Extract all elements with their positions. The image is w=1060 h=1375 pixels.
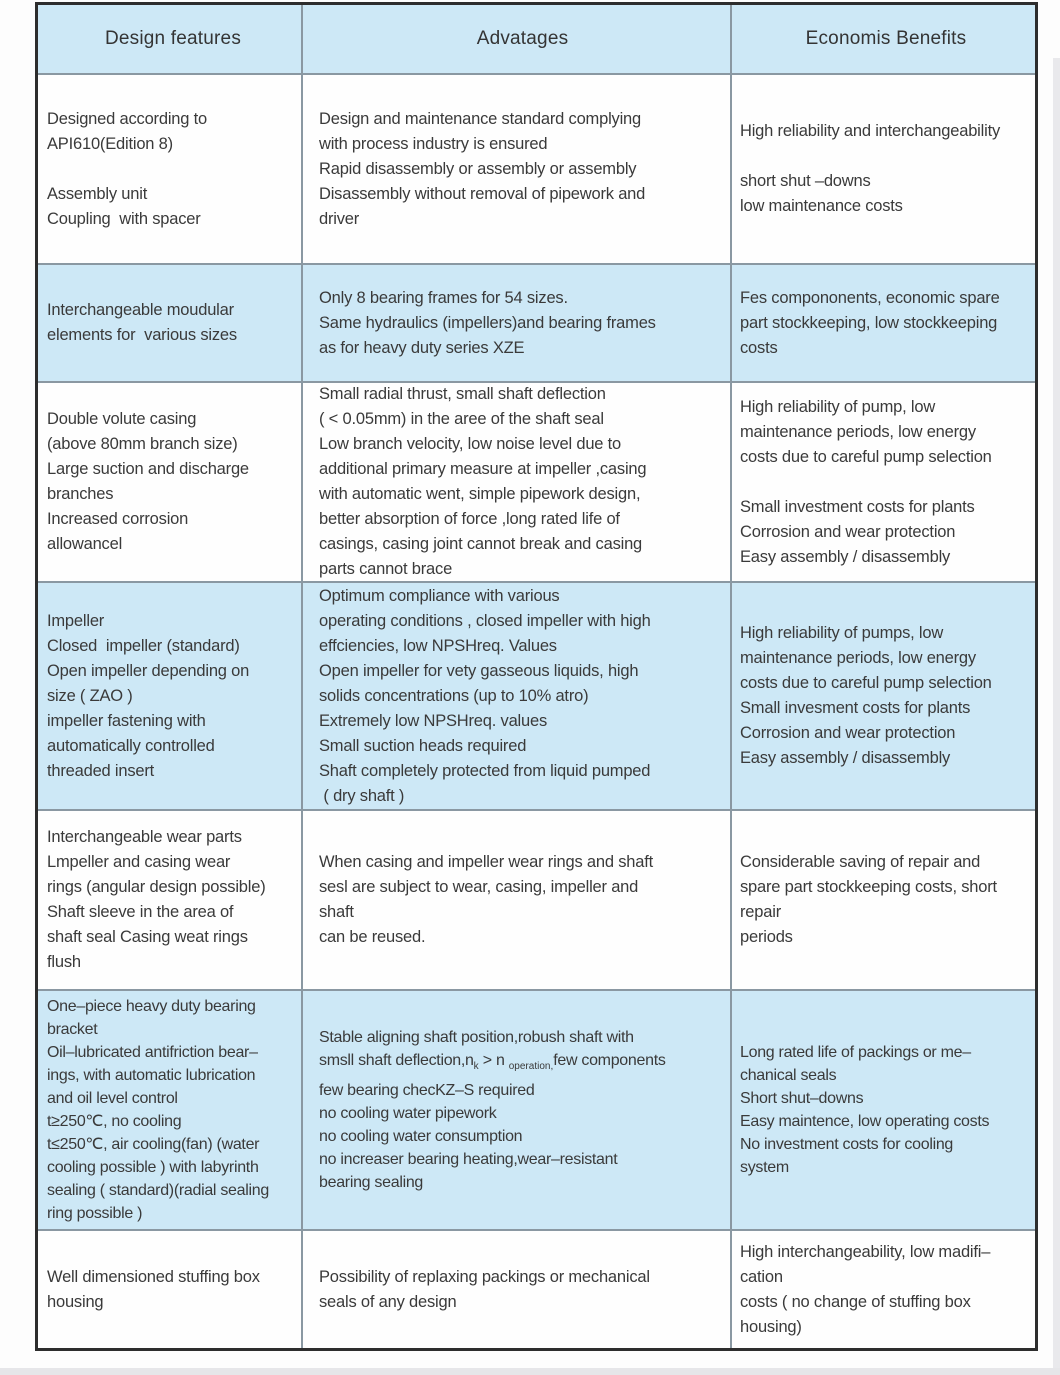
table-cell (730, 811, 1035, 989)
text-line: Corrosion and wear protection (740, 724, 956, 742)
table-cell (301, 991, 730, 1229)
column-header: Economis Benefits (730, 5, 1035, 73)
text-line: Optimum compliance with various (319, 586, 560, 605)
text-line: shaft (319, 903, 354, 921)
text-line: bracket (47, 1021, 98, 1038)
text-line: costs (740, 338, 778, 357)
text-line: Small investment costs for plants (740, 497, 975, 516)
text-line: High interchangeability, low madifi– (740, 1242, 991, 1261)
text-line: Considerable saving of repair and (740, 853, 981, 871)
text-line: cooling possible ) with labyrinth (47, 1159, 259, 1176)
text-line: chanical seals (740, 1067, 837, 1084)
text-line: part stockkeeping, low stockkeeping (740, 313, 998, 332)
table-cell (730, 583, 1035, 809)
table-cell (730, 991, 1035, 1229)
text-line: cation (740, 1267, 783, 1286)
text-line: bearing sealing (319, 1173, 424, 1191)
text-line: Possibility of replaxing packings or mechanical (319, 1267, 650, 1286)
text-line: High reliability of pumps, low (740, 624, 944, 642)
text-line: driver (319, 209, 360, 228)
table-cell (301, 383, 730, 581)
text-line: High reliability and interchangeability (740, 122, 1001, 140)
text-line (740, 144, 1032, 169)
text-line: shaft seal Casing weat rings (47, 928, 248, 946)
text-line: Disassembly without removal of pipework and (319, 184, 646, 203)
text-line: housing) (740, 1317, 802, 1336)
text-line: One–piece heavy duty bearing (47, 998, 256, 1015)
text-line: elements for various sizes (47, 326, 237, 344)
text-line: Only 8 bearing frames for 54 sizes. (319, 288, 568, 307)
text-line: branches (47, 485, 114, 503)
text-line: (above 80mm branch size) (47, 435, 238, 453)
table-cell (38, 383, 301, 581)
text-line: Long rated life of packings or me– (740, 1044, 971, 1061)
text-line: impeller fastening with (47, 711, 206, 730)
text-line: No investment costs for cooling (740, 1136, 954, 1153)
text-segment: smsll shaft deflection,n (319, 1052, 474, 1070)
table-row (38, 581, 1035, 809)
table-cell (730, 1231, 1035, 1348)
text-line: API610(Edition 8) (47, 134, 173, 153)
text-line: rings (angular design possible) (47, 878, 266, 896)
table-cell (38, 265, 301, 381)
text-line: Assembly unit (47, 184, 148, 203)
text-line: sesl are subject to wear, casing, impeller and (319, 878, 639, 896)
text-line: short shut –downs (740, 172, 871, 190)
table-row (38, 381, 1035, 581)
text-line: Open impeller depending on (47, 661, 250, 680)
text-line: with process industry is ensured (319, 134, 548, 153)
table-cell (38, 811, 301, 989)
text-line: effciencies, low NPSHreq. Values (319, 636, 557, 655)
text-line: Well dimensioned stuffing box (47, 1267, 260, 1286)
header-row (38, 5, 1035, 73)
table-row (38, 989, 1035, 1229)
text-line (47, 157, 299, 182)
text-line: and oil level control (47, 1090, 178, 1107)
text-line: Designed according to (47, 109, 207, 128)
page-edge-shadow-right (1053, 58, 1060, 1375)
text-line: seals of any design (319, 1292, 457, 1311)
text-line: can be reused. (319, 928, 426, 946)
text-line: Easy maintence, low operating costs (740, 1113, 990, 1130)
table-cell (38, 75, 301, 263)
text-line: costs due to careful pump selection (740, 674, 992, 692)
table-cell (38, 583, 301, 809)
text-line: Lmpeller and casing wear (47, 853, 231, 871)
text-line: Oil–lubricated antifriction bear– (47, 1044, 258, 1061)
text-line: Small radial thrust, small shaft deflection (319, 385, 606, 403)
text-line: size ( ZAO ) (47, 686, 133, 705)
table-cell (38, 991, 301, 1229)
table-cell (301, 75, 730, 263)
text-line: as for heavy duty series XZE (319, 338, 525, 357)
text-line: Impeller (47, 611, 105, 630)
text-line: ( dry shaft ) (319, 786, 405, 805)
text-line: Extremely low NPSHreq. values (319, 711, 548, 730)
text-line: casings, casing joint cannot break and casing (319, 535, 643, 553)
text-line: better absorption of force ,long rated life of (319, 510, 620, 528)
text-line: maintenance periods, low energy (740, 422, 976, 441)
text-line: Interchangeable moudular (47, 301, 234, 319)
text-line: costs ( no change of stuffing box (740, 1292, 971, 1311)
text-line: no increaser bearing heating,wear–resistant (319, 1150, 618, 1168)
text-line: Closed impeller (standard) (47, 636, 240, 655)
table-cell (301, 583, 730, 809)
text-line: Corrosion and wear protection (740, 522, 956, 541)
text-line: automatically controlled (47, 736, 215, 755)
table-row (38, 263, 1035, 381)
table-row (38, 809, 1035, 989)
text-line: High reliability of pump, low (740, 397, 936, 416)
table-cell (730, 383, 1035, 581)
table-cell (301, 1231, 730, 1348)
text-line: repair (740, 903, 781, 921)
page-edge-shadow-bottom (0, 1368, 1060, 1375)
text-line: maintenance periods, low energy (740, 649, 976, 667)
table-cell (730, 265, 1035, 381)
text-line: operating conditions , closed impeller with high (319, 611, 651, 630)
table-cell (38, 1231, 301, 1348)
text-line: Stable aligning shaft position,robush shaft with (319, 1029, 634, 1047)
text-line: housing (47, 1292, 104, 1311)
text-line: Double volute casing (47, 410, 197, 428)
table-cell (730, 75, 1035, 263)
text-line: Open impeller for vety gasseous liquids, high (319, 661, 639, 680)
text-line: Shaft sleeve in the area of (47, 903, 234, 921)
text-line: Small invesment costs for plants (740, 699, 971, 717)
text-line: Design and maintenance standard complying (319, 109, 642, 128)
text-line: costs due to careful pump selection (740, 447, 992, 466)
text-line: flush (47, 953, 81, 971)
subscript-text: k (473, 1061, 479, 1073)
text-line: t≤250℃, air cooling(fan) (water (47, 1136, 260, 1153)
text-line: no cooling water consumption (319, 1127, 523, 1145)
text-line: When casing and impeller wear rings and shaft (319, 853, 654, 871)
text-line: system (740, 1159, 789, 1176)
text-line: ring possible ) (47, 1205, 143, 1222)
text-line: t≥250℃, no cooling (47, 1113, 182, 1130)
text-line: spare part stockkeeping costs, short (740, 878, 997, 896)
text-line: Same hydraulics (impellers)and bearing frames (319, 313, 656, 332)
column-header: Advatages (301, 5, 730, 73)
table-row (38, 73, 1035, 263)
text-line: Small suction heads required (319, 736, 527, 755)
text-line: ings, with automatic lubrication (47, 1067, 256, 1084)
text-line: Low branch velocity, low noise level due to (319, 435, 622, 453)
text-line: parts cannot brace (319, 560, 453, 578)
text-segment: few components (553, 1052, 666, 1070)
subscript-text: operation, (508, 1061, 554, 1073)
text-line (740, 470, 1032, 495)
text-line: allowancel (47, 535, 123, 553)
text-line: low maintenance costs (740, 197, 903, 215)
text-line: sealing ( standard)(radial sealing (47, 1182, 269, 1199)
text-line: Fes compononents, economic spare (740, 288, 1000, 307)
text-line: Easy assembly / disassembly (740, 749, 951, 767)
table-row (38, 1229, 1035, 1348)
text-line: solids concentrations (up to 10% atro) (319, 686, 589, 705)
text-line: Easy assembly / disassembly (740, 547, 951, 566)
text-line: periods (740, 928, 793, 946)
text-line: threaded insert (47, 761, 155, 780)
text-line: Interchangeable wear parts (47, 828, 242, 846)
text-line: no cooling water pipework (319, 1104, 497, 1122)
text-line: additional primary measure at impeller ,casing (319, 460, 647, 478)
text-line: Short shut–downs (740, 1090, 864, 1107)
text-line: few bearing checKZ–S required (319, 1081, 535, 1099)
features-benefits-table (35, 2, 1038, 1351)
text-line: Shaft completely protected from liquid pumped (319, 761, 651, 780)
table-cell (301, 811, 730, 989)
text-segment: > n (478, 1052, 509, 1070)
text-line: Increased corrosion (47, 510, 189, 528)
text-line: Large suction and discharge (47, 460, 249, 478)
text-line: with automatic went, simple pipework design, (319, 485, 641, 503)
text-line (319, 1049, 726, 1078)
column-header: Design features (104, 28, 242, 49)
text-line: Coupling with spacer (47, 209, 201, 228)
table-cell (301, 265, 730, 381)
text-line: Rapid disassembly or assembly or assembly (319, 159, 637, 178)
text-line: ( < 0.05mm) in the aree of the shaft seal (319, 410, 604, 428)
